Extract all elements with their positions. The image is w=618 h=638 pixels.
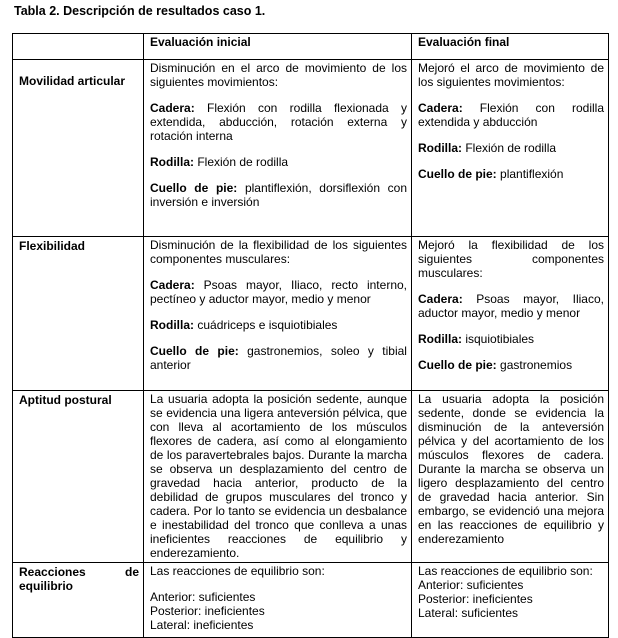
flexibilidad-inicial-intro: Disminución de la flexibilidad de los siguientes componentes musculares: — [150, 238, 407, 266]
cell-movilidad-inicial — [144, 60, 412, 237]
cell-movilidad-final — [412, 60, 609, 237]
reacciones-final-posterior: Posterior: ineficientes — [418, 592, 533, 606]
movilidad-inicial-rodilla-key: Rodilla: — [150, 155, 194, 169]
movilidad-final-pie-value: plantiflexión — [500, 167, 564, 181]
table-header-row — [13, 34, 609, 60]
cell-flexibilidad-final — [412, 237, 609, 391]
flexibilidad-inicial-rodilla-key: Rodilla: — [150, 318, 194, 332]
row-label-aptitud: Aptitud postural — [13, 391, 144, 563]
flexibilidad-inicial-rodilla-value: cuádriceps e isquiotibiales — [197, 318, 338, 332]
movilidad-inicial-intro: Disminución en el arco de movimiento de los siguientes movimientos: — [150, 61, 407, 89]
movilidad-inicial-rodilla — [150, 155, 407, 169]
reacciones-final-lateral: Lateral: suficientes — [418, 606, 519, 620]
row-label-movilidad-text: Movilidad articular — [19, 74, 126, 88]
movilidad-final-rodilla — [418, 141, 604, 155]
row-label-reacciones-word1: Reacciones — [19, 565, 86, 579]
cell-flexibilidad-inicial — [144, 237, 412, 391]
flexibilidad-inicial-pie — [150, 344, 407, 372]
reacciones-inicial-lateral: Lateral: ineficientes — [150, 618, 254, 632]
flexibilidad-inicial-cadera — [150, 278, 407, 306]
reacciones-inicial-anterior: Anterior: suficientes — [150, 590, 256, 604]
flexibilidad-inicial-pie-key: Cuello de pie: — [150, 344, 239, 358]
movilidad-final-pie-key: Cuello de pie: — [418, 167, 497, 181]
flexibilidad-final-pie-value: gastronemios — [500, 358, 573, 372]
movilidad-inicial-cadera-value: Flexión con rodilla flexionada y extendida, abducción, rotación externa y rotación interna — [150, 101, 407, 143]
reacciones-final-intro: Las reacciones de equilibrio son: — [418, 564, 593, 578]
row-label-reacciones-line2: equilibrio — [19, 579, 73, 593]
row-movilidad-articular — [13, 60, 609, 237]
cell-reacciones-final — [412, 563, 609, 638]
flexibilidad-inicial-pie-value: gastronemios, soleo y tibial anterior — [150, 344, 407, 372]
flexibilidad-final-cadera-key: Cadera: — [418, 292, 463, 306]
flexibilidad-final-rodilla — [418, 332, 604, 346]
row-reacciones-equilibrio — [13, 563, 609, 638]
movilidad-inicial-cadera — [150, 101, 407, 143]
movilidad-inicial-rodilla-value: Flexión de rodilla — [197, 155, 289, 169]
movilidad-final-intro: Mejoró el arco de movimiento de los siguientes movimientos: — [418, 61, 604, 89]
header-evaluacion-final: Evaluación final — [412, 34, 609, 60]
header-evaluacion-inicial: Evaluación inicial — [144, 34, 412, 60]
row-label-movilidad — [13, 60, 144, 237]
results-table — [12, 33, 609, 638]
movilidad-final-pie — [418, 167, 604, 181]
flexibilidad-final-rodilla-key: Rodilla: — [418, 332, 462, 346]
row-label-reacciones-word2: de — [124, 565, 139, 579]
movilidad-final-cadera — [418, 101, 604, 129]
table-caption: Tabla 2. Descripción de resultados caso 1. — [14, 4, 266, 18]
movilidad-inicial-cadera-key: Cadera: — [150, 101, 195, 115]
cell-aptitud-final: La usuaria adopta la posición sedente, donde se evidencia la disminución de la anteversión pélvica y del acortamiento de los músculos flexores de cadera. Durante la marcha se observa un ligero desplazamiento del centro de gravedad hacia anterior. Sin embargo, se evidenció una mejora en las reacciones de equilibrio y enderezamiento — [412, 391, 609, 563]
movilidad-inicial-pie-value: plantiflexión, dorsiflexión con inversión e inversión — [150, 181, 407, 209]
row-label-reacciones-line1 — [19, 565, 139, 579]
cell-aptitud-inicial: La usuaria adopta la posición sedente, aunque se evidencia una ligera anteversión pélvica, que con lleva al acortamiento de los músculos flexores de cadera, así como al elongamiento de los paravertebrales bajos. Durante la marcha se observa un desplazamiento del centro de gravedad hacia anterior, producto de la debilidad de grupos musculares del tronco y cadera. Por lo tanto se evidencia un desbalance e inestabilidad del tronco que conlleva a unas ineficientes reacciones de equilibrio y enderezamiento. — [144, 391, 412, 563]
flexibilidad-inicial-rodilla — [150, 318, 407, 332]
header-empty-cell — [13, 34, 144, 60]
flexibilidad-final-cadera-value: Psoas mayor, Iliaco, aductor mayor, medio y menor — [418, 292, 604, 320]
reacciones-final-anterior: Anterior: suficientes — [418, 578, 524, 592]
flexibilidad-final-pie-key: Cuello de pie: — [418, 358, 497, 372]
cell-reacciones-inicial — [144, 563, 412, 638]
reacciones-inicial-intro: Las reacciones de equilibrio son: — [150, 564, 325, 578]
flexibilidad-final-rodilla-value: isquiotibiales — [465, 332, 535, 346]
movilidad-inicial-pie — [150, 181, 407, 209]
flexibilidad-final-cadera — [418, 292, 604, 320]
row-aptitud-postural — [13, 391, 609, 563]
flexibilidad-final-intro: Mejoró la flexibilidad de los siguientes componentes musculares: — [418, 238, 604, 280]
movilidad-final-rodilla-key: Rodilla: — [418, 141, 462, 155]
movilidad-inicial-pie-key: Cuello de pie: — [150, 181, 238, 195]
row-flexibilidad — [13, 237, 609, 391]
movilidad-final-cadera-key: Cadera: — [418, 101, 463, 115]
row-label-reacciones — [13, 563, 144, 638]
movilidad-final-cadera-value: Flexión con rodilla extendida y abducción — [418, 101, 604, 129]
flexibilidad-inicial-cadera-key: Cadera: — [150, 278, 195, 292]
flexibilidad-inicial-cadera-value: Psoas mayor, Iliaco, recto interno, pectíneo y aductor mayor, medio y menor — [150, 278, 407, 306]
row-label-flexibilidad: Flexibilidad — [13, 237, 144, 391]
flexibilidad-final-pie — [418, 358, 604, 372]
movilidad-final-rodilla-value: Flexión de rodilla — [465, 141, 557, 155]
reacciones-inicial-posterior: Posterior: ineficientes — [150, 604, 265, 618]
